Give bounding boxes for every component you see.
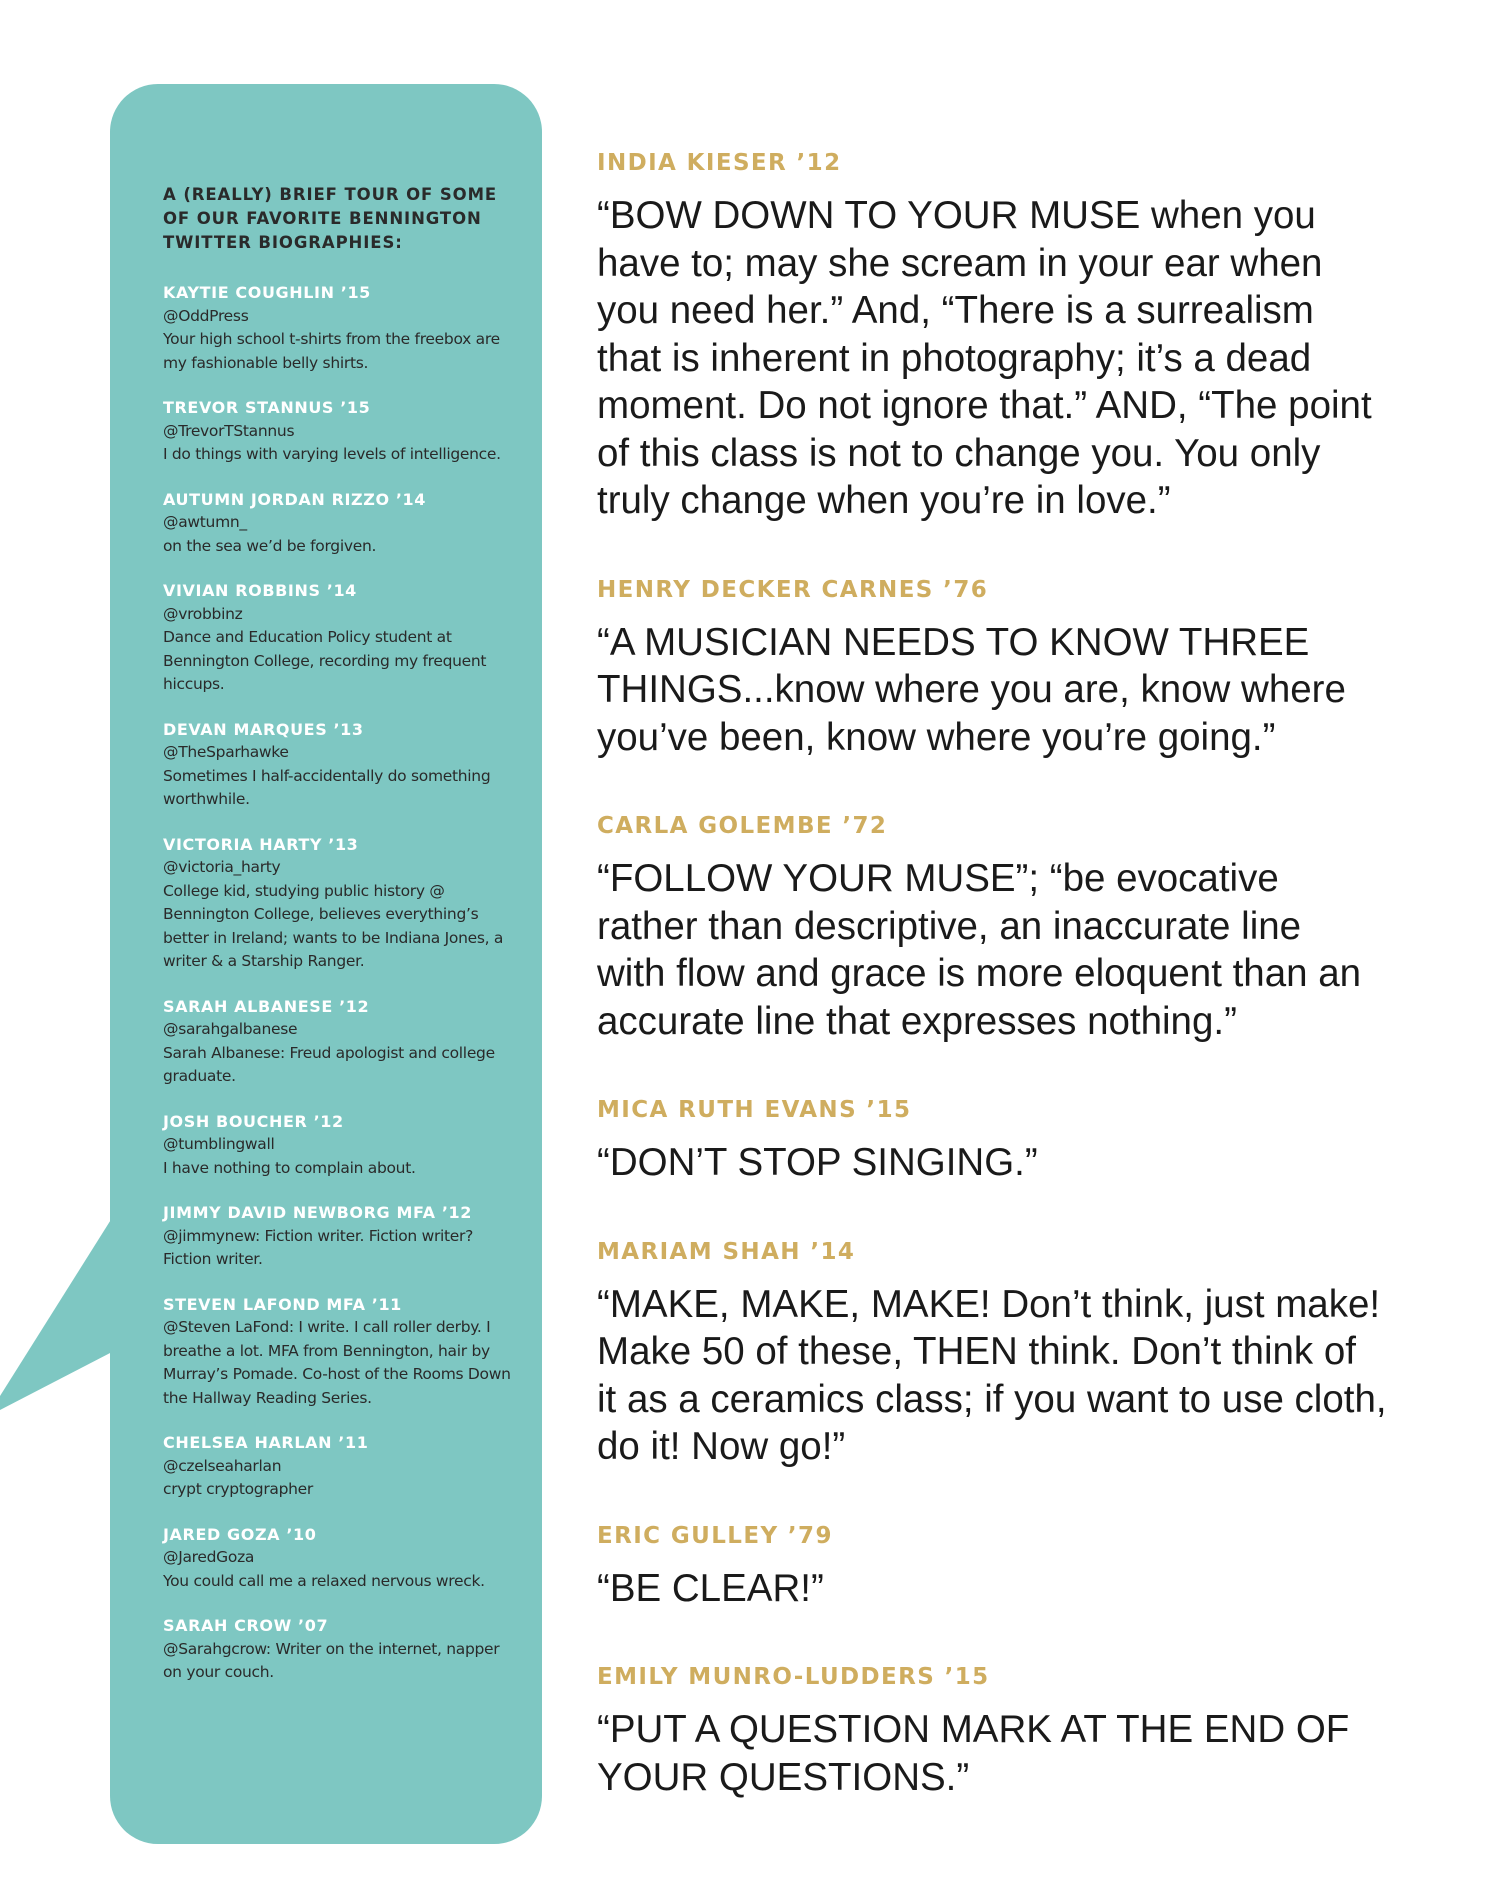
bio-entry xyxy=(163,1431,513,1502)
bio-entry xyxy=(163,995,513,1089)
bio-text: College kid, studying public history @ Bennington College, believes everything’s better in Ireland; wants to be Indiana Jones, a writer & a Starship Ranger. xyxy=(163,881,504,970)
bio-entry xyxy=(163,1293,513,1411)
bio-entry xyxy=(163,718,513,812)
quote-block xyxy=(597,1095,1457,1187)
bio-entry xyxy=(163,396,513,467)
quote-author: ERIC GULLEY ’79 xyxy=(597,1522,833,1549)
quote-block xyxy=(597,811,1457,1045)
quote-author: INDIA KIESER ’12 xyxy=(597,150,842,176)
quote-block xyxy=(597,1237,1457,1471)
bio-name: VICTORIA HARTY ’13 xyxy=(163,834,359,854)
bio-text: You could call me a relaxed nervous wreck. xyxy=(163,1571,485,1590)
bio-text: @jimmynew: Fiction writer. Fiction writer? Fiction writer. xyxy=(163,1226,474,1268)
bio-handle: @czelseaharlan xyxy=(163,1456,282,1475)
quote-author: MICA RUTH EVANS ’15 xyxy=(597,1097,912,1123)
bio-entry xyxy=(163,1110,513,1181)
bio-text: on the sea we’d be forgiven. xyxy=(163,536,377,555)
bio-handle: @OddPress xyxy=(163,306,249,325)
bio-text: crypt cryptographer xyxy=(163,1480,313,1498)
bio-text: Dance and Education Policy student at Bennington College, recording my frequent hiccups. xyxy=(163,628,487,693)
bio-entry xyxy=(163,579,513,697)
quote-text: “FOLLOW YOUR MUSE”; “be evocative rather than descriptive, an inaccurate line with flow and grace is more eloquent than an accurate line that expresses nothing.” xyxy=(597,857,1362,1043)
bio-text: Sometimes I half-accidentally do something worthwhile. xyxy=(163,766,491,808)
bio-handle: @TheSparhawke xyxy=(163,743,289,761)
bio-entry xyxy=(163,1523,513,1594)
bio-name: DEVAN MARQUES ’13 xyxy=(163,719,364,739)
bio-entry xyxy=(163,1614,513,1685)
bio-handle: @victoria_harty xyxy=(163,858,281,876)
bio-name: AUTUMN JORDAN RIZZO ’14 xyxy=(163,489,426,509)
quote-text: “MAKE, MAKE, MAKE! Don’t think, just make! Make 50 of these, THEN think. Don’t think of it as a ceramics class; if you want to use cloth, do it! Now go!” xyxy=(597,1282,1387,1468)
bio-text: Your high school t-shirts from the freebox are my fashionable belly shirts. xyxy=(163,330,500,372)
quote-block xyxy=(597,148,1457,525)
bio-name: STEVEN LAFOND MFA ’11 xyxy=(163,1294,402,1314)
bio-name: KAYTIE COUGHLIN ’15 xyxy=(163,283,371,302)
bios-heading: A (REALLY) BRIEF TOUR OF SOME OF OUR FAVORITE BENNINGTON TWITTER BIOGRAPHIES: xyxy=(163,185,498,252)
bio-text: @Steven LaFond: I write. I call roller derby. I breathe a lot. MFA from Bennington, hair by Murray’s Pomade. Co-host of the Rooms Down the Hallway Reading Series. xyxy=(163,1318,511,1407)
bio-name: JOSH BOUCHER ’12 xyxy=(163,1111,344,1131)
bio-text: Sarah Albanese: Freud apologist and college graduate. xyxy=(163,1043,495,1085)
quote-list xyxy=(597,148,1457,1851)
bio-list xyxy=(163,281,513,1685)
bio-entry xyxy=(163,281,513,375)
bio-text: I have nothing to complain about. xyxy=(163,1158,416,1177)
bio-name: SARAH CROW ’07 xyxy=(163,1616,329,1635)
bio-handle: @tumblingwall xyxy=(163,1135,275,1153)
bio-name: JARED GOZA ’10 xyxy=(163,1524,317,1544)
bio-handle: @awtumn_ xyxy=(163,513,247,531)
quote-block xyxy=(597,575,1457,762)
bio-handle: @JaredGoza xyxy=(163,1548,255,1566)
quote-text: “DON’T STOP SINGING.” xyxy=(597,1141,1038,1184)
bio-name: SARAH ALBANESE ’12 xyxy=(163,996,370,1016)
quote-author: MARIAM SHAH ’14 xyxy=(597,1238,856,1265)
bio-name: JIMMY DAVID NEWBORG MFA ’12 xyxy=(163,1203,472,1222)
quote-text: “BE CLEAR!” xyxy=(597,1566,824,1610)
bio-name: VIVIAN ROBBINS ’14 xyxy=(163,581,357,600)
twitter-bios-panel xyxy=(163,183,513,1706)
quote-author: EMILY MUNRO-LUDDERS ’15 xyxy=(597,1664,990,1690)
bio-entry xyxy=(163,488,513,559)
bio-text: @Sarahgcrow: Writer on the internet, napper on your couch. xyxy=(163,1639,500,1681)
bio-handle: @vrobbinz xyxy=(163,604,243,623)
quote-block xyxy=(597,1521,1457,1613)
quote-text: “PUT A QUESTION MARK AT THE END OF YOUR QUESTIONS.” xyxy=(597,1708,1350,1799)
quote-text: “A MUSICIAN NEEDS TO KNOW THREE THINGS...know where you are, know where you’ve been, know where you’re going.” xyxy=(597,620,1346,759)
bio-entry xyxy=(163,833,513,974)
quote-author: HENRY DECKER CARNES ’76 xyxy=(597,576,989,603)
quote-block xyxy=(597,1662,1457,1801)
bio-handle: @sarahgalbanese xyxy=(163,1020,298,1038)
bio-name: TREVOR STANNUS ’15 xyxy=(163,398,371,417)
quote-author: CARLA GOLEMBE ’72 xyxy=(597,813,888,839)
bio-name: CHELSEA HARLAN ’11 xyxy=(163,1433,369,1452)
bio-text: I do things with varying levels of intelligence. xyxy=(163,445,501,463)
bio-handle: @TrevorTStannus xyxy=(163,421,295,440)
bio-entry xyxy=(163,1201,513,1272)
quote-text: “BOW DOWN TO YOUR MUSE when you have to; may she scream in your ear when you need her.” And, “There is a surrealism that is inherent in photography; it’s a dead moment. Do not ignore that.” AND, “The point of this class is not to change you. You only truly change when you’re in love.” xyxy=(597,194,1372,522)
